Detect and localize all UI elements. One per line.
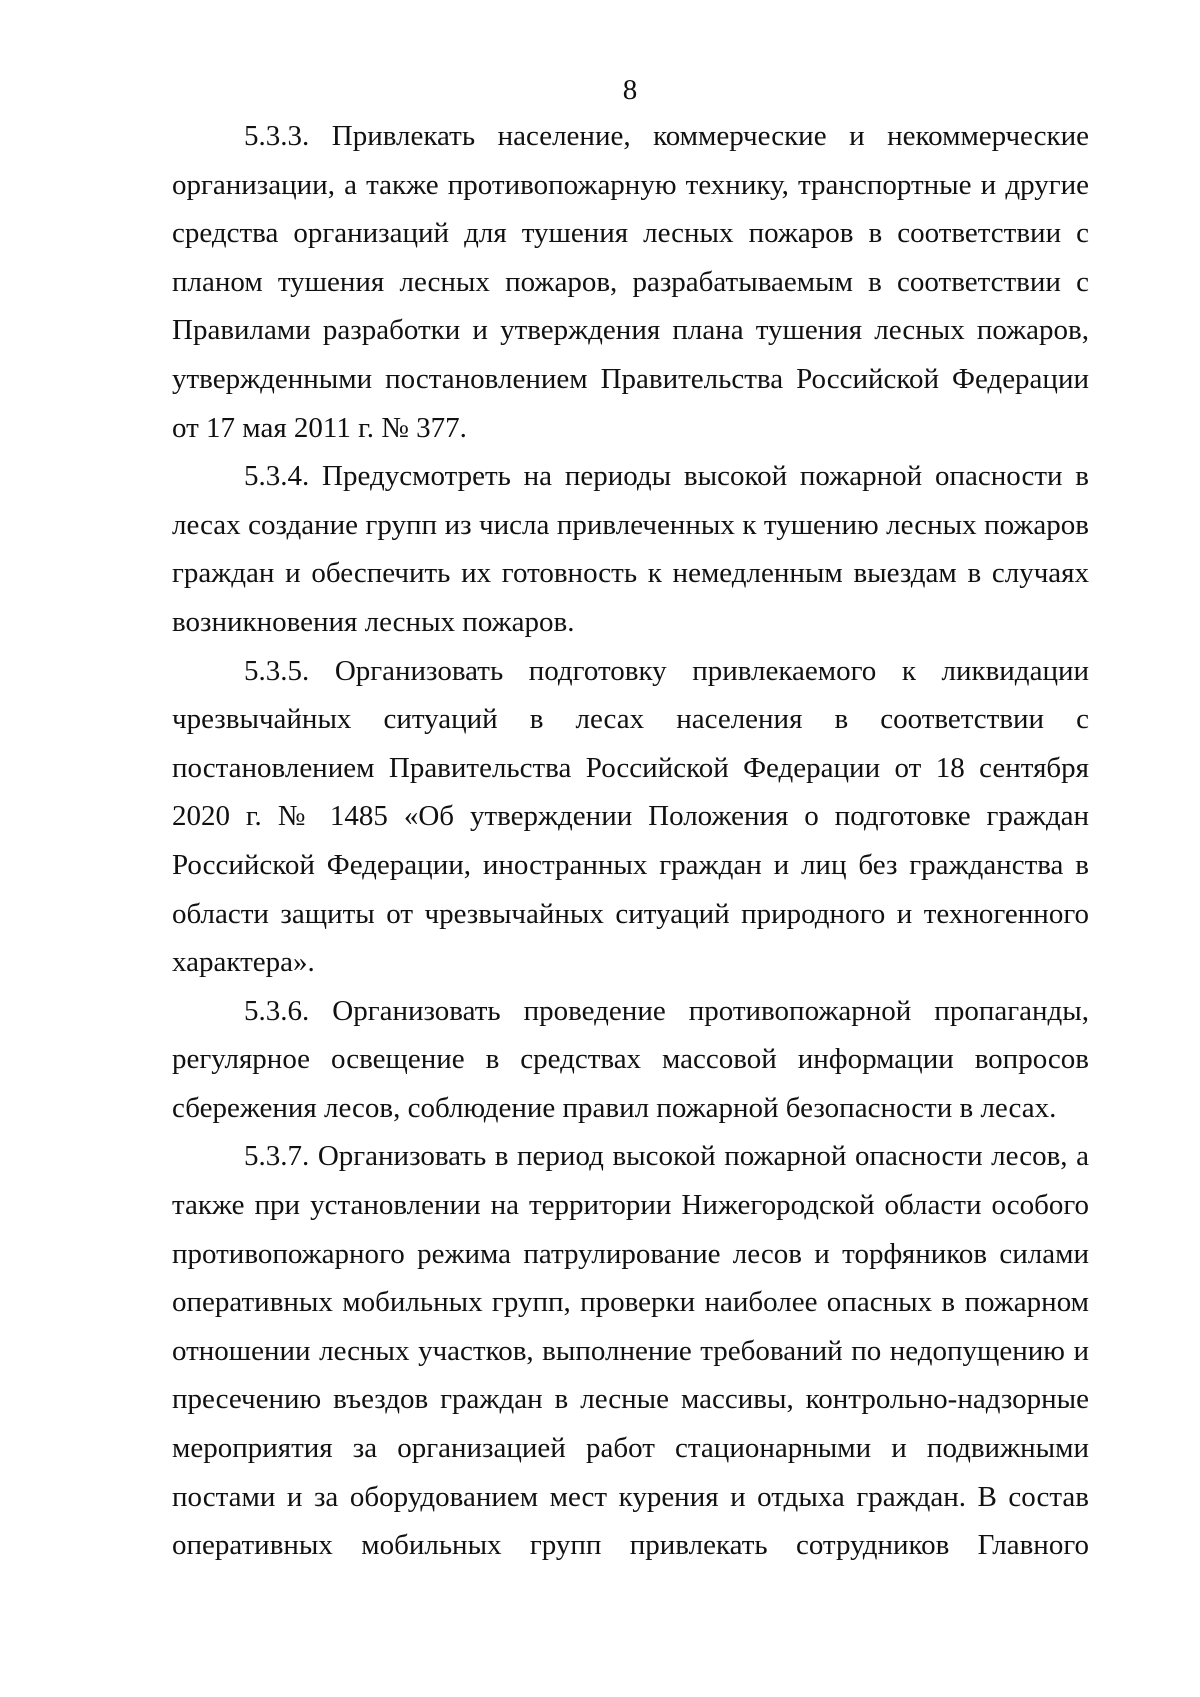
paragraph-5-3-4: 5.3.4. Предусмотреть на периоды высокой пожарной опасности в лесах создание групп из числа привлеченных к тушению лесных пожаров граждан и обеспечить их готовность к немедленным выездам в случаях возникновения лесных пожаров.	[172, 460, 1089, 638]
paragraph-5-3-6: 5.3.6. Организовать проведение противопожарной пропаганды, регулярное освещение в средствах массовой информации вопросов сбережения лесов, соблюдение правил пожарной безопасности в лесах.	[172, 994, 1089, 1124]
page-number: 8	[622, 74, 638, 106]
paragraph-5-3-7: 5.3.7. Организовать в период высокой пожарной опасности лесов, а также при установлении на территории Нижегородской области особого противопожарного режима патрулирование лесов и торфяников силами оперативных мобильных групп, проверки наиболее опасных в пожарном отношении лесных участков, выполнение требований по недопущению и пресечению въездов граждан в лесные массивы, контрольно-надзорные мероприятия за организацией работ стационарными и подвижными постами и за оборудованием мест курения и отдыха граждан. В состав оперативных мобильных групп привлекать сотрудников Главного	[172, 1140, 1089, 1562]
paragraph-5-3-3: 5.3.3. Привлекать население, коммерческие и некоммерческие организации, а также противопожарную технику, транспортные и другие средства организаций для тушения лесных пожаров в соответствии с планом тушения лесных пожаров, разрабатываемым в соответствии с Правилами разработки и утверждения плана тушения лесных пожаров, утвержденными постановлением Правительства Российской Федерации от 17 мая 2011 г. № 377.	[172, 120, 1089, 444]
document-body	[172, 112, 1089, 1570]
paragraph-5-3-5: 5.3.5. Организовать подготовку привлекаемого к ликвидации чрезвычайных ситуаций в лесах населения в соответствии с постановлением Правительства Российской Федерации от 18 сентября 2020 г. № 1485 «Об утверждении Положения о подготовке граждан Российской Федерации, иностранных граждан и лиц без гражданства в области защиты от чрезвычайных ситуаций природного и техногенного характера».	[172, 654, 1089, 979]
